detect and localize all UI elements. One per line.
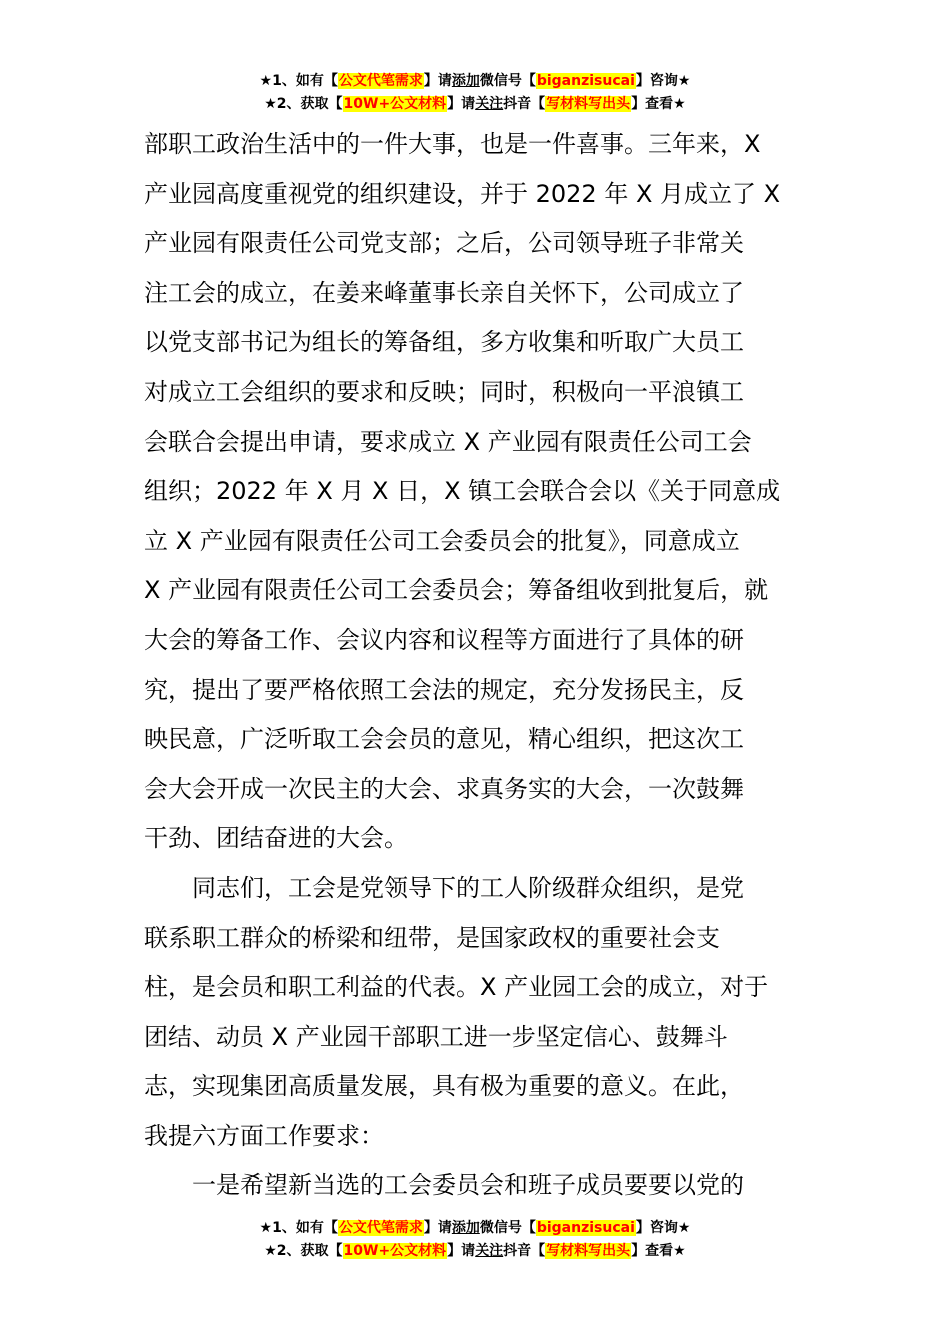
text-line: 志，实现集团高质量发展，具有极为重要的意义。在此，	[144, 1072, 744, 1101]
highlight-text: 公文代笔需求	[338, 1220, 423, 1236]
highlight-text: 10W+公文材料	[343, 96, 447, 112]
banner-line-2	[0, 1240, 950, 1263]
text-line: 以党支部书记为组长的筹备组，多方收集和听取广大员工	[144, 328, 744, 357]
text-line: 同志们，工会是党领导下的工人阶级群众组织，是党	[144, 873, 744, 902]
text-line: 立 X 产业园有限责任公司工会委员会的批复》，同意成立	[144, 526, 740, 555]
banner-text: 】请	[423, 1220, 452, 1236]
banner-text: 抖音【	[503, 1243, 546, 1259]
highlight-text: biganzisucai	[536, 1220, 635, 1236]
banner-text: ★1、如有【	[259, 73, 338, 89]
text-line: 究，提出了要严格依照工会法的规定，充分发扬民主，反	[144, 675, 744, 704]
text-line: 柱，是会员和职工利益的代表。X 产业园工会的成立，对于	[144, 973, 769, 1002]
text-line: 产业园高度重视党的组织建设，并于 2022 年 X 月成立了 X	[144, 179, 781, 208]
banner-text: 】咨询★	[635, 73, 691, 89]
text-line: 会联合会提出申请，要求成立 X 产业园有限责任公司工会	[144, 427, 752, 456]
text-line: 干劲、团结奋进的大会。	[144, 824, 408, 853]
document-body	[144, 120, 809, 1211]
text-line: 联系职工群众的桥梁和纽带，是国家政权的重要社会支	[144, 923, 720, 952]
banner-line-1	[0, 1217, 950, 1240]
banner-text: 】请	[447, 1243, 476, 1259]
text-line: 产业园有限责任公司党支部；之后，公司领导班子非常关	[144, 229, 744, 258]
banner-line-1	[0, 70, 950, 93]
banner-text: 抖音【	[503, 96, 546, 112]
underlined-text: 添加	[451, 73, 480, 89]
header-banner	[0, 70, 950, 116]
banner-text: 】请	[447, 96, 476, 112]
highlight-text: 公文代笔需求	[338, 73, 423, 89]
banner-text: 微信号【	[479, 73, 536, 89]
banner-text: ★1、如有【	[259, 1220, 338, 1236]
banner-text: 微信号【	[479, 1220, 536, 1236]
text-line: 会大会开成一次民主的大会、求真务实的大会，一次鼓舞	[144, 774, 744, 803]
text-line: X 产业园有限责任公司工会委员会；筹备组收到批复后，就	[144, 576, 769, 605]
banner-line-2	[0, 93, 950, 116]
highlight-text: biganzisucai	[536, 73, 635, 89]
highlight-text: 写材料写出头	[546, 1243, 631, 1259]
highlight-text: 写材料写出头	[546, 96, 631, 112]
text-line: 组织；2022 年 X 月 X 日，X 镇工会联合会以《关于同意成	[144, 477, 781, 506]
banner-text: ★2、获取【	[264, 1243, 343, 1259]
banner-text: ★2、获取【	[264, 96, 343, 112]
underlined-text: 关注	[475, 1243, 504, 1259]
text-line: 团结、动员 X 产业园干部职工进一步坚定信心、鼓舞斗	[144, 1022, 728, 1051]
footer-banner	[0, 1217, 950, 1263]
text-line: 一是希望新当选的工会委员会和班子成员要要以党的	[144, 1171, 744, 1200]
banner-text: 】查看★	[631, 96, 686, 112]
text-line: 注工会的成立，在姜来峰董事长亲自关怀下，公司成立了	[144, 278, 744, 307]
underlined-text: 添加	[451, 1220, 480, 1236]
banner-text: 】查看★	[631, 1243, 686, 1259]
text-line: 对成立工会组织的要求和反映；同时，积极向一平浪镇工	[144, 377, 744, 406]
text-line: 我提六方面工作要求：	[144, 1121, 384, 1150]
underlined-text: 关注	[475, 96, 504, 112]
text-line: 部职工政治生活中的一件大事，也是一件喜事。三年来，X	[144, 130, 761, 158]
text-line: 映民意，广泛听取工会会员的意见，精心组织，把这次工	[144, 725, 744, 754]
banner-text: 】请	[423, 73, 452, 89]
banner-text: 】咨询★	[635, 1220, 691, 1236]
text-line: 大会的筹备工作、会议内容和议程等方面进行了具体的研	[144, 625, 744, 654]
highlight-text: 10W+公文材料	[343, 1243, 447, 1259]
